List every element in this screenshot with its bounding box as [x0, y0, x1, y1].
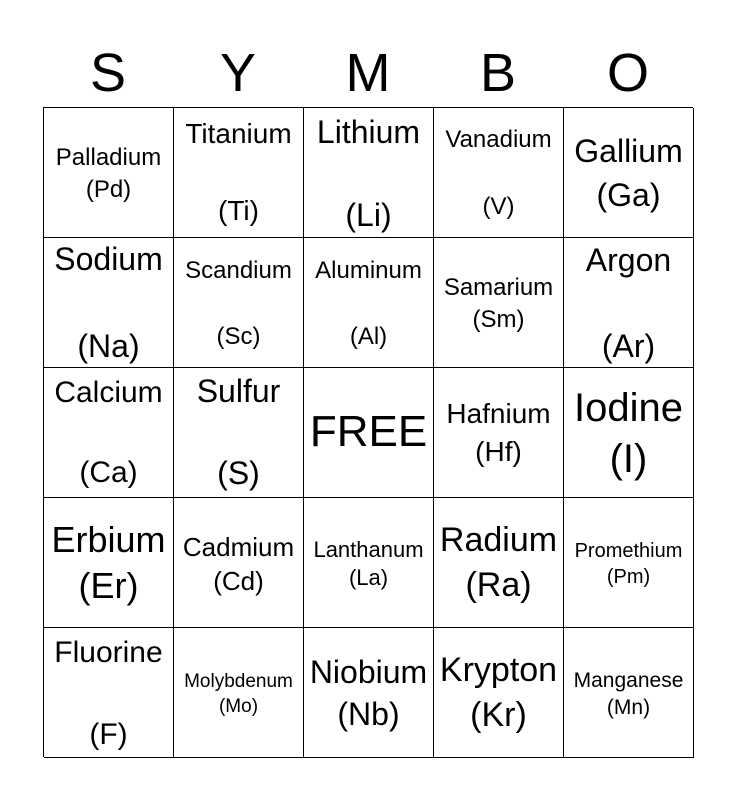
bingo-header — [43, 40, 693, 106]
element-name: Samarium — [443, 274, 554, 301]
element-symbol: (Ar) — [601, 328, 656, 364]
element-name: Argon — [585, 242, 672, 278]
element-symbol: (S) — [217, 455, 260, 491]
bingo-cell-sulfur[interactable] — [174, 368, 304, 498]
bingo-cell-lithium[interactable] — [304, 108, 434, 238]
element-symbol: (Li) — [345, 197, 392, 233]
element-symbol: (I) — [609, 437, 648, 481]
bingo-cell-radium[interactable] — [434, 498, 564, 628]
bingo-cell-molybdenum[interactable] — [174, 628, 304, 758]
bingo-cell-fluorine[interactable] — [44, 628, 174, 758]
element-symbol: (Ti) — [218, 195, 259, 226]
element-symbol: (Mo) — [218, 696, 259, 717]
element-symbol: (Ga) — [596, 177, 661, 213]
element-name: Erbium — [51, 519, 166, 560]
element-name: Radium — [439, 521, 558, 559]
element-name: Sulfur — [196, 373, 281, 409]
header-letter-m: M — [345, 43, 391, 103]
element-name: Krypton — [439, 651, 558, 689]
element-symbol: (Pm) — [606, 566, 651, 588]
bingo-board — [43, 107, 693, 757]
element-name: Titanium — [185, 118, 292, 149]
element-symbol: (Ra) — [465, 566, 532, 604]
bingo-cell-argon[interactable] — [564, 238, 694, 368]
element-symbol: (Sc) — [216, 323, 261, 350]
element-symbol: (Pd) — [85, 176, 132, 203]
element-name: Vanadium — [445, 126, 552, 153]
element-symbol: (Cd) — [213, 566, 264, 596]
element-name: Gallium — [574, 133, 683, 169]
element-name: Scandium — [185, 257, 292, 284]
element-name: Molybdenum — [184, 671, 293, 692]
bingo-cell-cadmium[interactable] — [174, 498, 304, 628]
bingo-cell-palladium[interactable] — [44, 108, 174, 238]
bingo-cell-iodine[interactable] — [564, 368, 694, 498]
bingo-cell-erbium[interactable] — [44, 498, 174, 628]
element-name: Sodium — [54, 241, 163, 277]
bingo-cell-vanadium[interactable] — [434, 108, 564, 238]
header-letter-y: Y — [219, 43, 257, 103]
bingo-cell-promethium[interactable] — [564, 498, 694, 628]
header-letter-s: S — [89, 43, 127, 103]
element-symbol: (Na) — [77, 328, 140, 364]
element-symbol: (V) — [482, 193, 515, 220]
element-name: Lithium — [316, 114, 421, 150]
element-name: Lanthanum — [313, 537, 424, 562]
bingo-cell-sodium[interactable] — [44, 238, 174, 368]
bingo-cell-lanthanum[interactable] — [304, 498, 434, 628]
element-name: Cadmium — [182, 532, 295, 562]
element-symbol: (Kr) — [470, 696, 527, 734]
free-space-label: FREE — [309, 407, 428, 456]
element-symbol: (Hf) — [475, 436, 522, 467]
element-name: Fluorine — [54, 636, 163, 669]
bingo-cell-manganese[interactable] — [564, 628, 694, 758]
header-letter-o: O — [606, 43, 649, 103]
element-symbol: (Nb) — [337, 696, 400, 732]
element-symbol: (Al) — [349, 323, 388, 350]
element-name: Calcium — [54, 376, 163, 409]
element-symbol: (La) — [348, 565, 389, 590]
element-name: Palladium — [55, 144, 162, 171]
element-name: Manganese — [573, 669, 684, 692]
element-symbol: (Sm) — [472, 306, 525, 333]
bingo-cell-titanium[interactable] — [174, 108, 304, 238]
bingo-cell-scandium[interactable] — [174, 238, 304, 368]
bingo-cell-aluminum[interactable] — [304, 238, 434, 368]
bingo-cell-gallium[interactable] — [564, 108, 694, 238]
bingo-cell-niobium[interactable] — [304, 628, 434, 758]
element-symbol: (Mn) — [606, 696, 651, 719]
element-name: Niobium — [309, 654, 428, 690]
bingo-cell-hafnium[interactable] — [434, 368, 564, 498]
element-name: Hafnium — [446, 398, 551, 429]
bingo-cell-calcium[interactable] — [44, 368, 174, 498]
element-name: Iodine — [574, 386, 683, 430]
element-name: Promethium — [574, 540, 683, 562]
bingo-cell-krypton[interactable] — [434, 628, 564, 758]
bingo-cell-samarium[interactable] — [434, 238, 564, 368]
element-symbol: (Er) — [78, 565, 139, 606]
element-symbol: (Ca) — [79, 456, 138, 489]
element-symbol: (F) — [89, 718, 128, 751]
header-letter-b: B — [479, 43, 517, 103]
element-name: Aluminum — [315, 257, 422, 284]
free-space[interactable] — [304, 368, 434, 498]
